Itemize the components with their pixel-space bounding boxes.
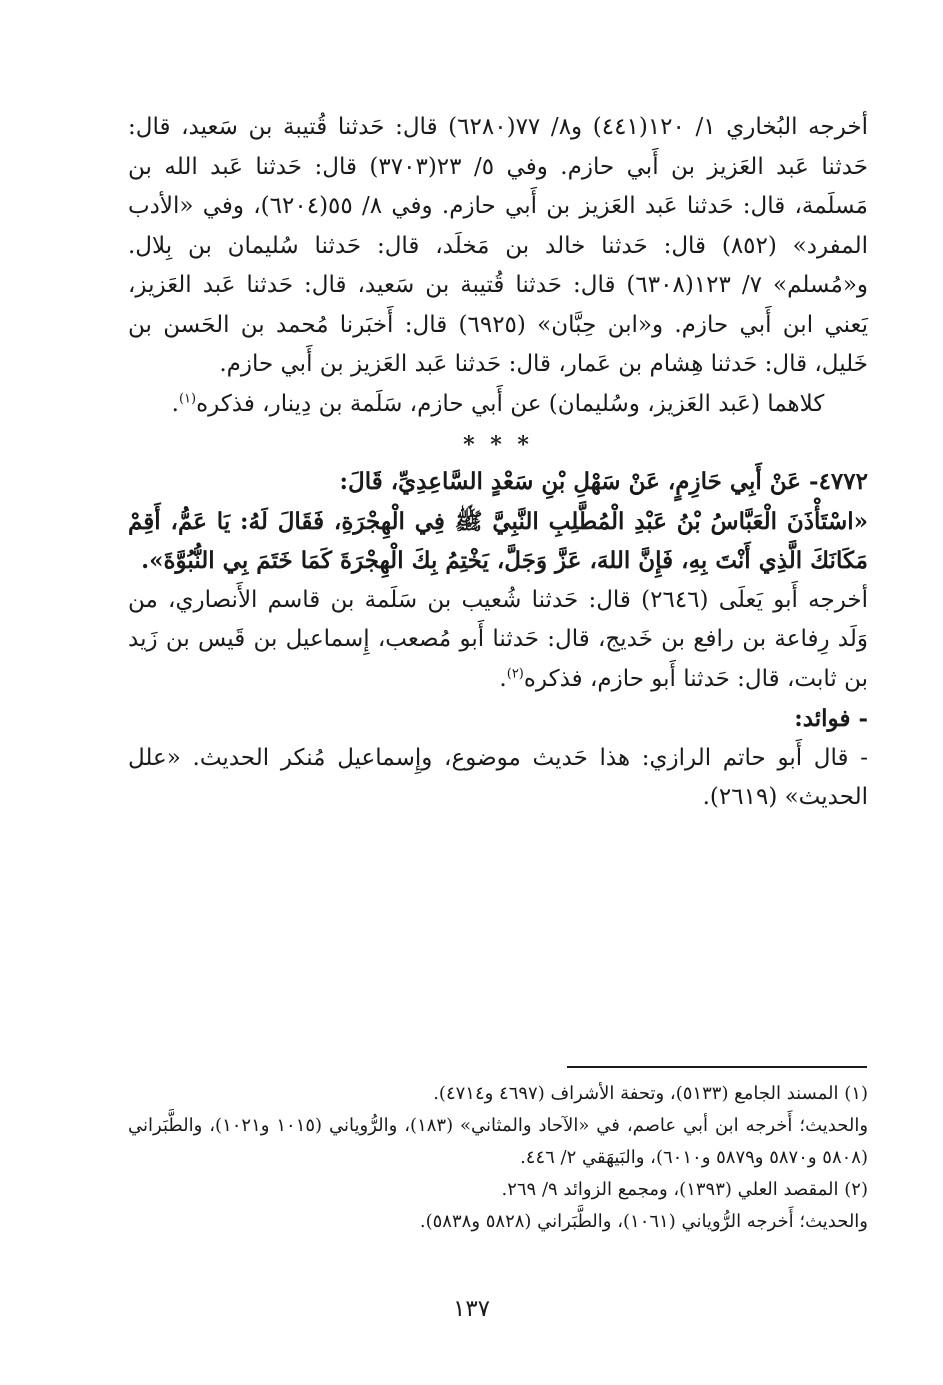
hadith-heading: ٤٧٧٢- عَنْ أَبِي حَازِمٍ، عَنْ سَهْلِ بْنِ سَعْدٍ السَّاعِدِيِّ، قَالَ: [339,468,868,495]
footnote-2-continued: والحديث؛ أَخرجه الرُّوياني (١٠٦١)، والطَّبَراني (٥٨٢٨ و٥٨٣٨). [419,1211,868,1232]
main-text [128,108,868,818]
hadith-text: «اسْتَأْذَنَ الْعَبَّاسُ بْنُ عَبْدِ الْمُطَّلِبِ النَّبِيَّ ﷺ فِي الْهِجْرَةِ، فَقَالَ لَهُ: يَا عَمُّ، أَقِمْ مَكَانَكَ الَّذِي أَنْتَ بِهِ، فَإِنَّ اللهَ، عَزَّ وَجَلَّ، يَخْتِمُ بِكَ الْهِجْرَةَ كَمَا خَتَمَ بِي النُّبُوَّةَ». [128,507,868,574]
footnote-divider [567,1066,867,1068]
kilahuma-line [128,385,868,425]
kilahuma-text: كلاهما (عَبد العَزيز، وسُليمان) عن أَبي حازم، سَلَمة بن دِينار، فذكره [196,390,825,417]
footnote-1-continued: والحديث؛ أَخرجه ابن أبي عاصم، في «الآحاد والمثاني» (١٨٣)، والرُّوياني (١٠١٥ و١٠٢١)، والطَّبَراني (٥٨٠٨ و٥٨٧٠ و٥٨٧٩ و٦٠١٠)، والبَيهَقي ٢/ ٤٤٦. [128,1115,869,1168]
takhrij-2-end: . [499,665,507,692]
footnote-1: (١) المسند الجامع (٥١٣٣)، وتحفة الأشراف (٤٦٩٧ و٤٧١٤). [433,1083,868,1104]
page-number: ١٣٧ [452,1296,491,1322]
fawaid-heading: - فوائد: [794,705,868,732]
section-separator: * * * [463,432,533,458]
fawaid-text: - قال أَبو حاتم الرازي: هذا حَديث موضوع، وإِسماعيل مُنكر الحديث. «علل الحديث» (٢٦١٩). [128,744,868,810]
takhrij-paragraph-1: أخرجه البُخاري ١/ ١٢٠(٤٤١) و٨/ ٧٧(٦٢٨٠) قال: حَدثنا قُتيبة بن سَعيد، قال: حَدثنا عَبد العَزيز بن أَبي حازم. وفي ٥/ ٢٣(٣٧٠٣) قال: حَدثنا عَبد الله بن مَسلَمة، قال: حَدثنا عَبد العَزيز بن أَبي حازم. وفي ٨/ ٥٥(٦٢٠٤)، وفي «الأدب المفرد» (٨٥٢) قال: حَدثنا خالد بن مَخلَد، قال: حَدثنا سُليمان بن بِلال. و«مُسلم» ٧/ ١٢٣(٦٣٠٨) قال: حَدثنا قُتيبة بن سَعيد، قال: حَدثنا عَبد العَزيز، يَعني ابن أَبي حازم. و«ابن حِبَّان» (٦٩٢٥) قال: أَخبَرنا مُحمد بن الحَسن بن خَليل، قال: حَدثنا هِشام بن عَمار، قال: حَدثنا عَبد العَزيز بن أَبي حازم. [128,114,869,377]
footnotes [128,1078,868,1238]
footnote-ref-1[interactable]: (١) [178,390,197,406]
footnote-2: (٢) المقصد العلي (١٣٩٣)، ومجمع الزوائد ٩/ ٢٦٩. [501,1179,868,1200]
kilahuma-end: . [171,390,179,417]
page-body [128,108,868,818]
takhrij-paragraph-2 [128,581,868,700]
footnote-ref-2[interactable]: (٢) [506,665,524,681]
takhrij-2-text: أخرجه أَبو يَعلَى (٢٦٤٦) قال: حَدثنا شُعيب بن سَلَمة بن قاسم الأَنصاري، من وَلَد رِفاعة بن رافع بن خَديج، قال: حَدثنا أَبو مُصعب، إِسماعيل بن قَيس بن زَيد بن ثابت، قال: حَدثنا أَبو حازم، فذكره [128,586,868,692]
